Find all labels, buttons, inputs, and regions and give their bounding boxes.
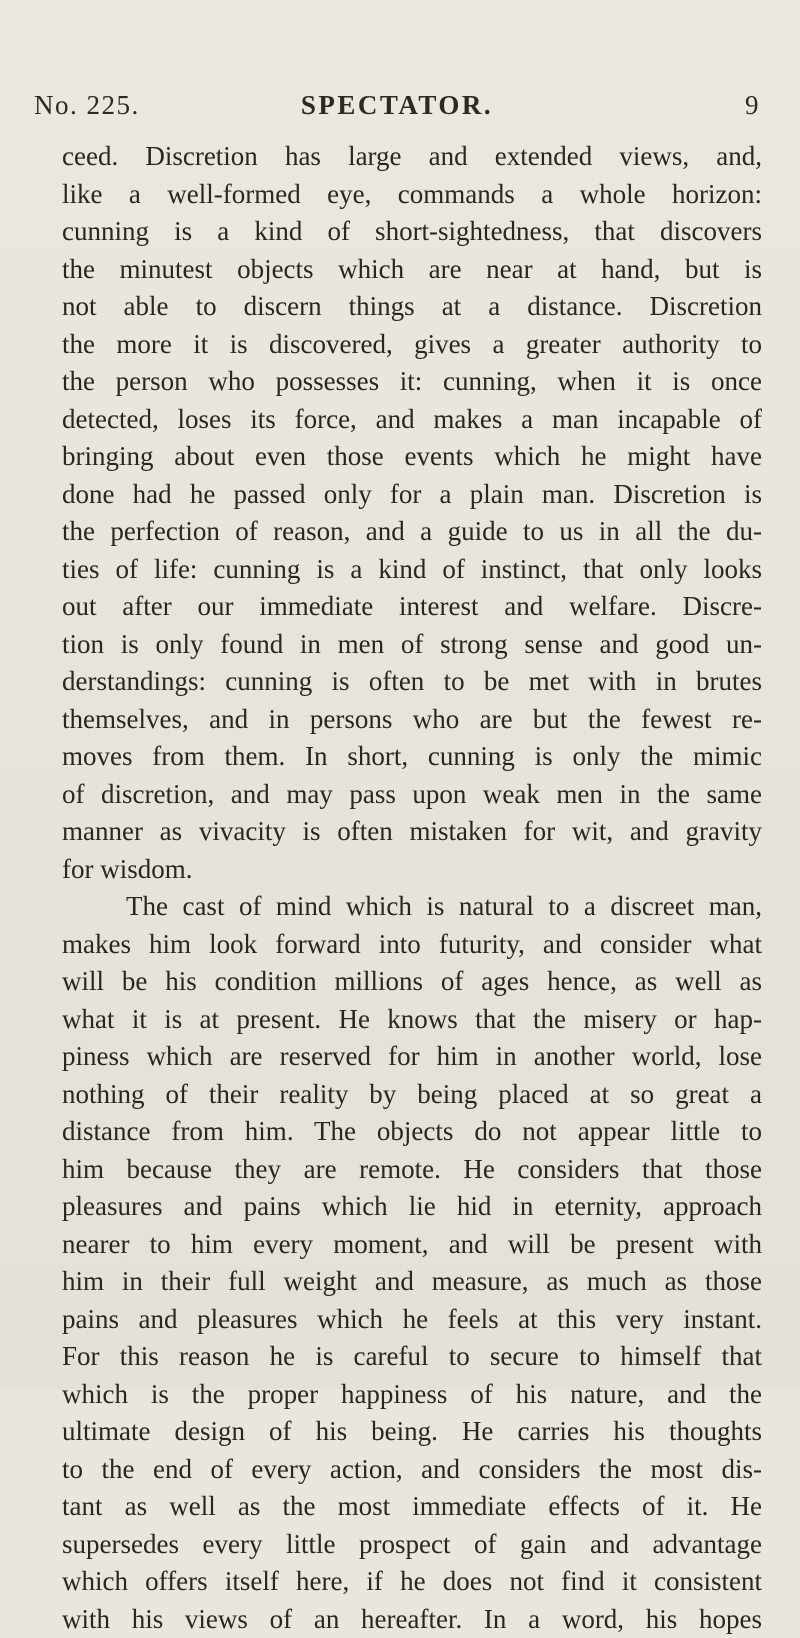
- text-line: which offers itself here, if he does not find it consistent: [62, 1563, 762, 1601]
- text-line: which is the proper happiness of his nature, and the: [62, 1376, 762, 1414]
- text-line: out after our immediate interest and welfare. Discre-: [62, 588, 762, 626]
- text-line: piness which are reserved for him in another world, lose: [62, 1038, 762, 1076]
- text-line: will be his condition millions of ages hence, as well as: [62, 963, 762, 1001]
- text-line: moves from them. In short, cunning is only the mimic: [62, 738, 762, 776]
- text-line: him in their full weight and measure, as much as those: [62, 1263, 762, 1301]
- text-line: to the end of every action, and considers the most dis-: [62, 1451, 762, 1489]
- text-line: with his views of an hereafter. In a word, his hopes: [62, 1601, 762, 1638]
- text-line: ultimate design of his being. He carries his thoughts: [62, 1413, 762, 1451]
- text-line: derstandings: cunning is often to be met with in brutes: [62, 663, 762, 701]
- text-line: like a well-formed eye, commands a whole horizon:: [62, 176, 762, 214]
- text-line: themselves, and in persons who are but the fewest re-: [62, 701, 762, 739]
- text-line: pains and pleasures which he feels at this very instant.: [62, 1301, 762, 1339]
- text-line: not able to discern things at a distance. Discretion: [62, 288, 762, 326]
- text-line: supersedes every little prospect of gain and advantage: [62, 1526, 762, 1564]
- paragraph-end-line: for wisdom.: [62, 851, 762, 889]
- text-line: bringing about even those events which he might have: [62, 438, 762, 476]
- text-line: manner as vivacity is often mistaken for wit, and gravity: [62, 813, 762, 851]
- text-line: of discretion, and may pass upon weak men in the same: [62, 776, 762, 814]
- text-line: the person who possesses it: cunning, when it is once: [62, 363, 762, 401]
- text-line: ceed. Discretion has large and extended views, and,: [62, 138, 762, 176]
- running-head: [34, 90, 760, 130]
- text-line: makes him look forward into futurity, and consider what: [62, 926, 762, 964]
- text-line: the more it is discovered, gives a greater authority to: [62, 326, 762, 364]
- body-text: [62, 138, 762, 1638]
- journal-title: SPECTATOR.: [34, 90, 760, 121]
- text-line: the perfection of reason, and a guide to us in all the du-: [62, 513, 762, 551]
- text-line: ties of life: cunning is a kind of instinct, that only looks: [62, 551, 762, 589]
- text-line: cunning is a kind of short-sightedness, that discovers: [62, 213, 762, 251]
- paragraph-start-line: The cast of mind which is natural to a discreet man,: [62, 888, 762, 926]
- text-line: him because they are remote. He considers that those: [62, 1151, 762, 1189]
- text-line: done had he passed only for a plain man. Discretion is: [62, 476, 762, 514]
- text-line: tant as well as the most immediate effects of it. He: [62, 1488, 762, 1526]
- text-line: distance from him. The objects do not appear little to: [62, 1113, 762, 1151]
- page-number: 9: [745, 90, 760, 121]
- text-line: nearer to him every moment, and will be present with: [62, 1226, 762, 1264]
- text-line: pleasures and pains which lie hid in eternity, approach: [62, 1188, 762, 1226]
- text-line: tion is only found in men of strong sense and good un-: [62, 626, 762, 664]
- issue-number: No. 225.: [34, 90, 140, 121]
- text-line: what it is at present. He knows that the misery or hap-: [62, 1001, 762, 1039]
- text-line: For this reason he is careful to secure to himself that: [62, 1338, 762, 1376]
- text-line: the minutest objects which are near at hand, but is: [62, 251, 762, 289]
- text-line: nothing of their reality by being placed at so great a: [62, 1076, 762, 1114]
- text-line: detected, loses its force, and makes a man incapable of: [62, 401, 762, 439]
